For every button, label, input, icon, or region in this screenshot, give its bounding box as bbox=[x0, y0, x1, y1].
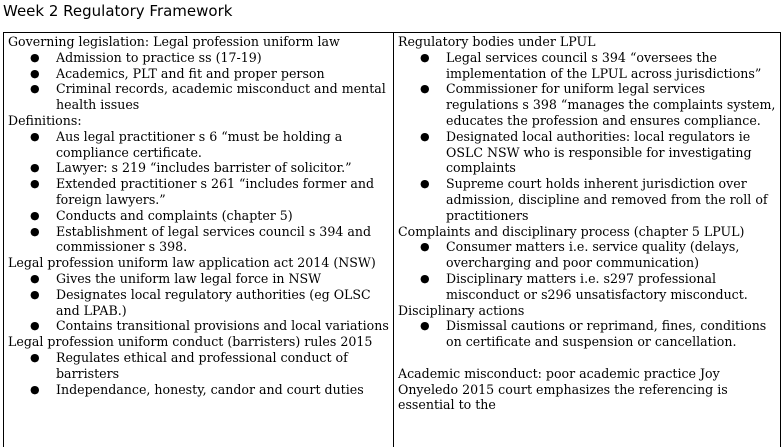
bullet-icon: ● bbox=[420, 177, 430, 191]
bullet-list bbox=[8, 271, 389, 334]
section-application-act bbox=[8, 255, 389, 334]
bullet-list bbox=[8, 129, 389, 255]
notes-table bbox=[3, 32, 781, 447]
bullet-icon: ● bbox=[420, 319, 430, 333]
bullet-list bbox=[398, 50, 776, 224]
list-item: ● Commissioner for uniform legal services regulations s 398 “manages the complaints system, educates the profession and ensures compliance. bbox=[420, 81, 776, 128]
bullet-icon: ● bbox=[30, 224, 40, 238]
section-governing-legislation bbox=[8, 34, 389, 113]
bullet-icon: ● bbox=[30, 319, 40, 333]
section-definitions bbox=[8, 113, 389, 255]
list-item: ● Designated local authorities: local regulators ie OSLC NSW who is responsible for investigating complaints bbox=[420, 128, 752, 176]
list-item: ● Gives the uniform law legal force in NSW bbox=[30, 270, 322, 286]
list-item: ● Supreme court holds inherent jurisdiction over admission, discipline and removed from the roll of practitioners bbox=[420, 176, 768, 223]
bullet-list bbox=[398, 318, 776, 350]
list-item: ● Establishment of legal services council s 394 and commissioner s 398. bbox=[30, 223, 372, 255]
bullet-icon: ● bbox=[420, 240, 430, 254]
bullet-icon: ● bbox=[30, 350, 40, 364]
bullet-icon: ● bbox=[30, 50, 40, 64]
list-item: ● Criminal records, academic misconduct and mental health issues bbox=[30, 81, 386, 113]
section-heading: Definitions: bbox=[8, 112, 82, 128]
section-heading: Complaints and disciplinary process (chapter 5 LPUL) bbox=[398, 223, 745, 239]
list-item: ● Lawyer: s 219 “includes barrister of solicitor.” bbox=[30, 160, 352, 176]
list-item: ● Designates local regulatory authorities (eg OLSC and LPAB.) bbox=[30, 286, 371, 318]
list-item: ● Aus legal practitioner s 6 “must be holding a compliance certificate. bbox=[30, 128, 343, 160]
bullet-list bbox=[8, 350, 389, 397]
section-regulatory-bodies bbox=[398, 34, 776, 224]
list-item: ● Disciplinary matters i.e. s297 professional misconduct or s296 unsatisfactory misconduct. bbox=[420, 270, 748, 302]
list-item: ● Extended practitioner s 261 “includes former and foreign lawyers.” bbox=[30, 176, 375, 207]
section-conduct-rules bbox=[8, 334, 389, 397]
bullet-icon: ● bbox=[30, 208, 40, 222]
list-item: ● Consumer matters i.e. service quality (delays, overcharging and poor communication) bbox=[420, 239, 740, 271]
bullet-icon: ● bbox=[30, 129, 40, 143]
bullet-icon: ● bbox=[30, 177, 40, 191]
section-heading: Regulatory bodies under LPUL bbox=[398, 34, 596, 49]
list-item: ● Independance, honesty, candor and court duties bbox=[30, 381, 364, 397]
list-item: ● Conducts and complaints (chapter 5) bbox=[30, 207, 293, 223]
list-item: ● Dismissal cautions or reprimand, fines, conditions on certificate and suspension or cancellation. bbox=[420, 318, 767, 350]
list-item: ● Academics, PLT and fit and proper person bbox=[30, 65, 325, 81]
academic-misconduct-paragraph: Academic misconduct: poor academic practice Joy Onyeledo 2015 court emphasizes the referencing is essential to the bbox=[398, 365, 728, 413]
bullet-icon: ● bbox=[30, 161, 40, 175]
list-item: ● Contains transitional provisions and local variations bbox=[30, 318, 389, 334]
list-item: ● Admission to practice ss (17-19) bbox=[30, 49, 262, 65]
bullet-icon: ● bbox=[30, 66, 40, 80]
page-title: Week 2 Regulatory Framework bbox=[3, 2, 233, 20]
bullet-icon: ● bbox=[420, 50, 430, 64]
bullet-icon: ● bbox=[420, 129, 430, 143]
list-item: ● Legal services council s 394 “oversees the implementation of the LPUL across jurisdictions” bbox=[420, 49, 762, 81]
bullet-icon: ● bbox=[30, 271, 40, 285]
bullet-icon: ● bbox=[30, 287, 40, 301]
bullet-list bbox=[398, 239, 776, 302]
list-item: ● Regulates ethical and professional conduct of barristers bbox=[30, 349, 348, 381]
blank-line bbox=[398, 350, 776, 366]
section-heading: Disciplinary actions bbox=[398, 302, 525, 318]
section-heading: Legal profession uniform conduct (barristers) rules 2015 bbox=[8, 334, 373, 350]
section-heading: Governing legislation: Legal profession uniform law bbox=[8, 34, 340, 49]
section-heading: Legal profession uniform law application act 2014 (NSW) bbox=[8, 255, 376, 271]
section-disciplinary-actions bbox=[398, 303, 776, 350]
right-column bbox=[394, 33, 780, 447]
bullet-icon: ● bbox=[30, 382, 40, 396]
left-column bbox=[4, 33, 394, 447]
bullet-icon: ● bbox=[420, 271, 430, 285]
section-complaints-process bbox=[398, 224, 776, 303]
bullet-icon: ● bbox=[420, 82, 430, 96]
bullet-icon: ● bbox=[30, 82, 40, 96]
bullet-list bbox=[8, 50, 389, 113]
